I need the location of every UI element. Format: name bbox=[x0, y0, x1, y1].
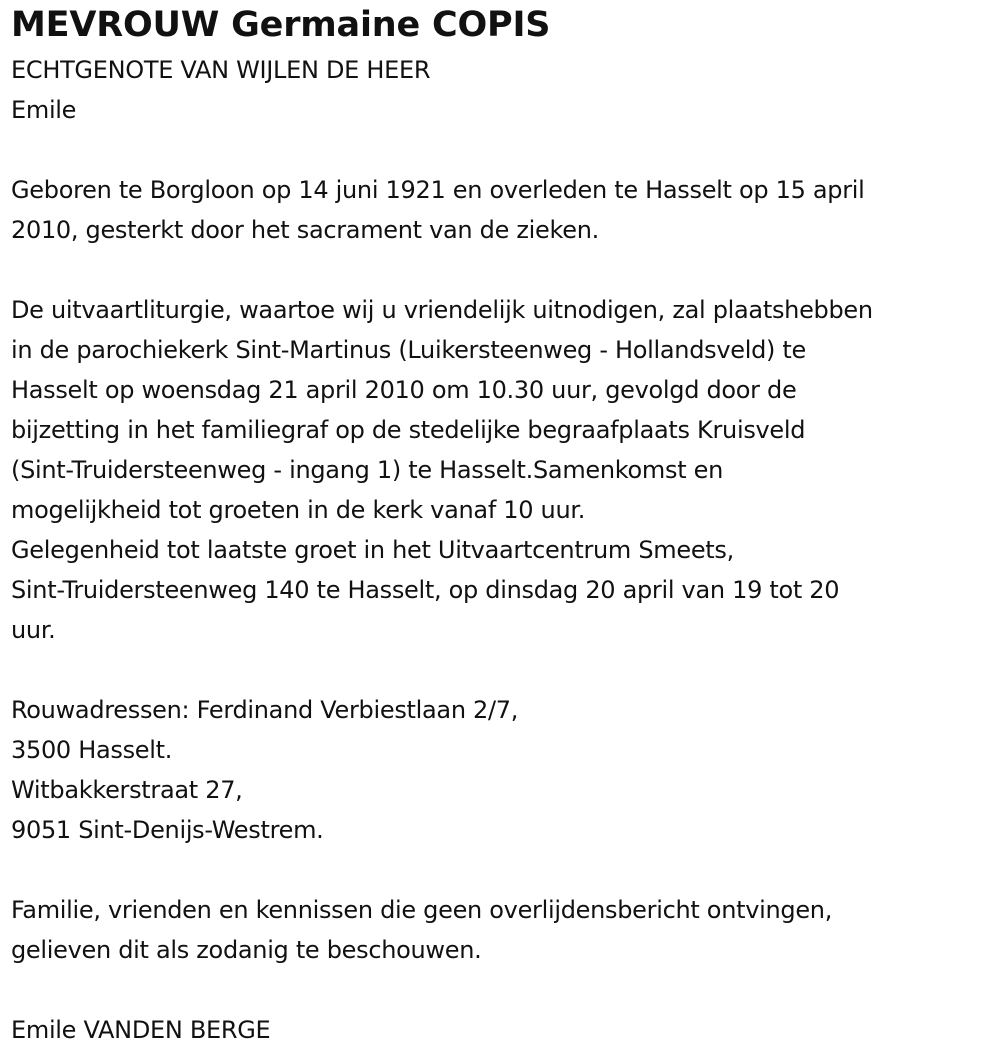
paragraph-gap bbox=[11, 650, 996, 690]
paragraph-line: De uitvaartliturgie, waartoe wij u vriendelijk uitnodigen, zal plaatshebben bbox=[11, 296, 873, 324]
address-paragraph bbox=[11, 690, 996, 850]
signature-line: Emile VANDEN BERGE bbox=[11, 1016, 271, 1044]
closing-paragraph bbox=[11, 890, 996, 970]
signature-block bbox=[11, 1010, 996, 1050]
paragraph-gap bbox=[11, 130, 996, 170]
subtitle-block bbox=[11, 50, 996, 130]
paragraph-gap bbox=[11, 250, 996, 290]
paragraph-gap bbox=[11, 850, 996, 890]
paragraph-line: 2010, gesterkt door het sacrament van de zieken. bbox=[11, 216, 599, 244]
paragraph-line: Sint-Truidersteenweg 140 te Hasselt, op dinsdag 20 april van 19 tot 20 bbox=[11, 576, 840, 604]
paragraph-line: uur. bbox=[11, 616, 56, 644]
notice-title: MEVROUW Germaine COPIS bbox=[11, 5, 551, 45]
paragraph-gap bbox=[11, 970, 996, 1010]
paragraph-line: bijzetting in het familiegraf op de stedelijke begraafplaats Kruisveld bbox=[11, 416, 806, 444]
paragraph-line: gelieven dit als zodanig te beschouwen. bbox=[11, 936, 482, 964]
paragraph-line: Familie, vrienden en kennissen die geen overlijdensbericht ontvingen, bbox=[11, 896, 833, 924]
paragraph-line: Gelegenheid tot laatste groet in het Uitvaartcentrum Smeets, bbox=[11, 536, 734, 564]
paragraph-line: mogelijkheid tot groeten in de kerk vanaf 10 uur. bbox=[11, 496, 586, 524]
address-line: 9051 Sint-Denijs-Westrem. bbox=[11, 816, 324, 844]
paragraph-line: (Sint-Truidersteenweg - ingang 1) te Hasselt.Samenkomst en bbox=[11, 456, 724, 484]
subtitle-line: ECHTGENOTE VAN WIJLEN DE HEER bbox=[11, 56, 431, 84]
death-notice bbox=[11, 0, 996, 1050]
subtitle-line: Emile bbox=[11, 96, 77, 124]
funeral-paragraph bbox=[11, 290, 996, 650]
paragraph-line: Hasselt op woensdag 21 april 2010 om 10.30 uur, gevolgd door de bbox=[11, 376, 797, 404]
address-line: Witbakkerstraat 27, bbox=[11, 776, 243, 804]
paragraph-line: Geboren te Borgloon op 14 juni 1921 en overleden te Hasselt op 15 april bbox=[11, 176, 865, 204]
paragraph-line: in de parochiekerk Sint-Martinus (Luikersteenweg - Hollandsveld) te bbox=[11, 336, 806, 364]
birth-death-paragraph bbox=[11, 170, 996, 250]
address-line: 3500 Hasselt. bbox=[11, 736, 173, 764]
address-line: Rouwadressen: Ferdinand Verbiestlaan 2/7, bbox=[11, 696, 519, 724]
